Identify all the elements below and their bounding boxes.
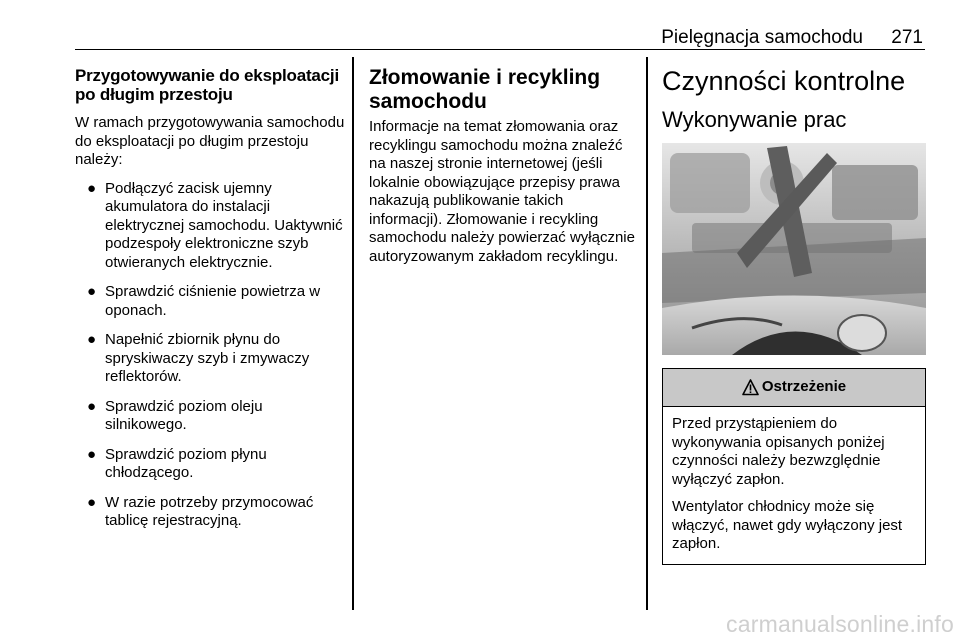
column-preparation [75, 66, 345, 542]
section-subheading-work: Wykonywanie prac [662, 107, 847, 132]
warning-paragraph: Przed przystąpieniem do wykonywania opisanych poniżej czynności należy bezwzględnie wyłączyć zapłon. [672, 415, 885, 488]
list-item: ● Podłączyć zacisk ujemny akumulatora do instalacji elektrycznej samochodu. Uaktywnić podzespoły elektroniczne szyb otwieranych elektrycznie. [87, 179, 343, 271]
column-checks [662, 66, 926, 565]
section-heading-checks: Czynności kontrolne [662, 66, 906, 96]
bullet-icon: ● [87, 179, 97, 197]
engine-bay-photo [662, 143, 926, 355]
section-heading-recycling: Złomowanie i recykling samochodu [369, 66, 601, 113]
preparation-intro: W ramach przygotowywania samochodu do eksploatacji po długim przestoju należy: [75, 114, 345, 168]
preparation-list [75, 180, 345, 531]
list-item: ● Sprawdzić ciśnienie powietrza w oponach. [87, 283, 321, 319]
list-item: ● Napełnić zbiornik płynu do spryskiwaczy szyb i zmywaczy reflektorów. [87, 331, 310, 385]
recycling-body: Informacje na temat złomowania oraz recyklingu samochodu można znaleźć na naszej stronie internetowej (jeśli lokalnie obowiązujące przepisy prawa nakazują publikowanie takich informacji). Złomowanie i recykling samochodu należy powierzać wyłącznie autoryzowanym zakładom recyklingu. [369, 118, 635, 265]
bullet-icon: ● [87, 445, 97, 463]
section-heading-preparation: Przygotowywanie do eksploatacji po długim przestoju [75, 66, 339, 104]
list-item: ● W razie potrzeby przymocować tablicę rejestracyjną. [87, 493, 314, 529]
list-item: ● Sprawdzić poziom płynu chłodzącego. [87, 445, 267, 481]
page-header [75, 0, 925, 50]
watermark: carmanualsonline.info [726, 611, 954, 637]
page-number: 271 [891, 27, 923, 48]
warning-triangle-icon [742, 379, 759, 396]
warning-body [663, 407, 925, 564]
warning-title: Ostrzeżenie [761, 378, 847, 396]
bullet-icon: ● [87, 397, 97, 415]
column-divider-right [646, 57, 648, 610]
warning-header [663, 369, 925, 407]
header-title: Pielęgnacja samochodu [661, 27, 863, 48]
bullet-icon: ● [87, 331, 97, 348]
column-recycling [369, 66, 639, 266]
engine-bay-illustration [662, 143, 926, 355]
warning-box [662, 368, 926, 565]
bullet-icon: ● [87, 493, 97, 511]
bullet-icon: ● [87, 283, 97, 300]
column-divider-left [352, 57, 354, 610]
list-item: ● Sprawdzić poziom oleju silnikowego. [87, 397, 263, 433]
warning-paragraph: Wentylator chłodnicy może się włączyć, nawet gdy wyłączony jest zapłon. [672, 498, 903, 552]
